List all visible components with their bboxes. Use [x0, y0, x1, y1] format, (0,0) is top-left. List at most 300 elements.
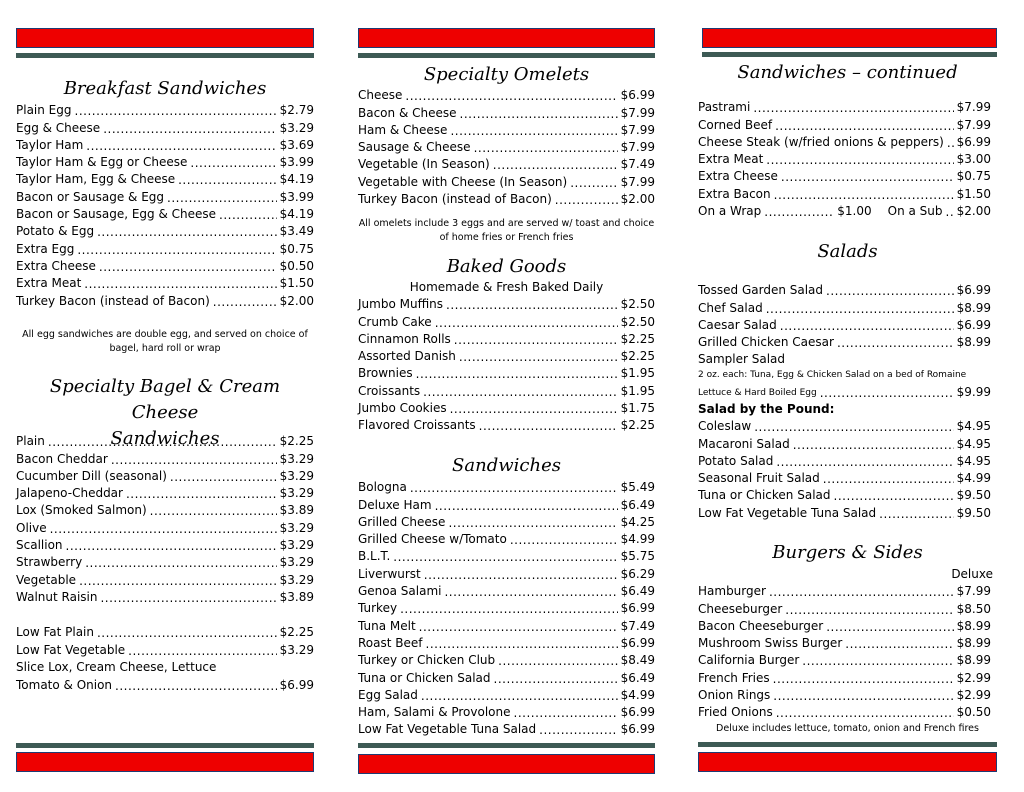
- menu-item: [358, 331, 655, 348]
- menu-item: [698, 669, 991, 686]
- dot-leader: [823, 472, 954, 487]
- dot-leader: [79, 574, 277, 589]
- item-price: $5.75: [620, 549, 655, 564]
- menu-item: [698, 635, 991, 652]
- dot-leader: [150, 504, 277, 519]
- item-name: Tuna Melt: [358, 618, 416, 633]
- item-name: Turkey Bacon (instead of Bacon): [16, 293, 210, 308]
- item-price: $4.19: [279, 172, 314, 187]
- item-price: $8.99: [956, 335, 991, 350]
- menu-item: [698, 99, 991, 116]
- item-name: Bacon or Sausage & Egg: [16, 189, 165, 204]
- dot-leader: [421, 689, 618, 704]
- burgers-note: Deluxe includes lettuce, tomato, onion and French fires: [716, 723, 979, 734]
- breakfast-note: All egg sandwiches are double egg, and served on choice of bagel, hard roll or wrap: [22, 329, 308, 354]
- item-name: Extra Egg: [16, 241, 75, 256]
- dot-leader: [753, 101, 953, 116]
- item-price: $8.99: [956, 618, 991, 633]
- sandwiches-title: Sandwiches: [452, 455, 561, 476]
- item-price: $6.99: [956, 317, 991, 332]
- item-name: Jumbo Cookies: [358, 401, 447, 416]
- item-price: $7.99: [620, 105, 655, 120]
- menu-item: [358, 104, 655, 121]
- menu-item: [698, 168, 991, 185]
- item-price: $0.50: [956, 705, 991, 720]
- dot-leader: [170, 470, 277, 485]
- menu-item: [16, 275, 314, 292]
- item-price: $5.49: [620, 480, 655, 495]
- item-name: Extra Cheese: [698, 169, 778, 184]
- item-price: $6.49: [620, 670, 655, 685]
- item-price: $4.99: [620, 532, 655, 547]
- item-price: $7.99: [620, 140, 655, 155]
- menu-item: [16, 206, 314, 223]
- menu-item: [16, 537, 314, 554]
- menu-item: [16, 519, 314, 536]
- dot-leader: [781, 170, 954, 185]
- item-price: $4.95: [956, 453, 991, 468]
- menu-item: [358, 514, 655, 531]
- item-name: Mushroom Swiss Burger: [698, 636, 843, 651]
- item-name: Caesar Salad: [698, 317, 777, 332]
- dot-leader: [48, 435, 277, 450]
- item-name: Potato & Egg: [16, 224, 95, 239]
- item-name: Croissants: [358, 383, 421, 398]
- item-price: $3.49: [279, 224, 314, 239]
- dot-leader: [802, 654, 953, 669]
- item-name: Strawberry: [16, 555, 83, 570]
- item-price: $3.69: [279, 137, 314, 152]
- item-price: $7.99: [956, 117, 991, 132]
- dot-leader: [947, 136, 954, 151]
- item-price: $8.99: [956, 300, 991, 315]
- item-name: Plain Egg: [16, 103, 72, 118]
- item-price: $6.29: [620, 566, 655, 581]
- dot-leader: [128, 644, 276, 659]
- item-price: $7.99: [620, 122, 655, 137]
- item-price: $3.89: [279, 503, 314, 518]
- menu-item: [698, 504, 991, 521]
- menu-column-2: [358, 0, 655, 792]
- item-price: $3.29: [279, 572, 314, 587]
- dot-leader: [785, 603, 953, 618]
- menu-item: [358, 139, 655, 156]
- item-name: Onion Rings: [698, 688, 771, 703]
- item-name: Vegetable with Cheese (In Season): [358, 174, 568, 189]
- item-name: Egg Salad: [358, 687, 418, 702]
- dot-leader: [103, 122, 276, 137]
- item-name: Egg & Cheese: [16, 120, 101, 135]
- omelets-list: [358, 87, 655, 208]
- item-name: Turkey Bacon (instead of Bacon): [358, 192, 552, 207]
- dot-leader: [879, 507, 953, 522]
- item-price: $6.99: [620, 722, 655, 737]
- item-name: Low Fat Plain: [16, 625, 94, 640]
- dot-leader: [435, 499, 618, 514]
- menu-item: [16, 485, 314, 502]
- dot-leader: [454, 333, 618, 348]
- dot-leader: [834, 489, 954, 504]
- item-price: $7.49: [620, 157, 655, 172]
- item-price: $0.75: [956, 169, 991, 184]
- item-name: Ham, Salami & Provolone: [358, 705, 511, 720]
- menu-item: [358, 122, 655, 139]
- menu-item: [358, 496, 655, 513]
- item-name: Seasonal Fruit Salad: [698, 471, 820, 486]
- item-price: $6.49: [620, 497, 655, 512]
- item-price: $2.50: [620, 297, 655, 312]
- item-name: Grilled Cheese: [358, 514, 446, 529]
- menu-item: [698, 134, 991, 151]
- omelets-title: Specialty Omelets: [423, 64, 590, 85]
- item-price: $2.25: [620, 418, 655, 433]
- item-name: Deluxe Ham: [358, 497, 432, 512]
- menu-item: [698, 583, 991, 600]
- menu-item: [358, 365, 655, 382]
- menu-item: [358, 417, 655, 434]
- item-price: $1.75: [620, 401, 655, 416]
- dot-leader: [435, 316, 618, 331]
- bottom-dark-bar: [698, 742, 997, 747]
- item-name: Crumb Cake: [358, 314, 432, 329]
- item-price: $3.29: [279, 486, 314, 501]
- menu-item: [16, 589, 314, 606]
- top-red-bar: [358, 28, 655, 48]
- menu-item: [358, 687, 655, 704]
- bottom-dark-bar: [358, 743, 655, 748]
- menu-item: [358, 173, 655, 190]
- menu-item: [698, 282, 991, 299]
- item-name: Hamburger: [698, 584, 766, 599]
- dot-leader: [450, 402, 618, 417]
- item-price: $2.00: [620, 192, 655, 207]
- dot-leader: [775, 119, 954, 134]
- item-price: $2.79: [279, 103, 314, 118]
- dot-leader: [493, 158, 618, 173]
- menu-item: [16, 240, 314, 257]
- dot-leader: [410, 481, 618, 496]
- menu-item: [358, 191, 655, 208]
- menu-item: Lettuce & Hard Boiled Egg ..... $9.99: [698, 383, 991, 400]
- menu-item: [16, 137, 314, 154]
- item-name: Flavored Croissants: [358, 418, 476, 433]
- menu-item: [698, 116, 991, 133]
- dot-leader: [424, 568, 618, 583]
- item-name: Taylor Ham: [16, 137, 84, 152]
- menu-item: [698, 435, 991, 452]
- menu-item: [698, 299, 991, 316]
- burgers-title: Burgers & Sides: [772, 542, 923, 563]
- dot-leader: [459, 350, 618, 365]
- menu-item: [698, 704, 991, 721]
- bottom-red-bar: [16, 752, 314, 772]
- item-name: Cheese: [358, 88, 403, 103]
- dot-leader: [85, 556, 276, 571]
- item-name: Walnut Raisin: [16, 589, 98, 604]
- bottom-red-bar: [698, 752, 997, 772]
- item-name: Grilled Cheese w/Tomato: [358, 532, 507, 547]
- menu-item: [16, 502, 314, 519]
- item-price: $4.95: [956, 419, 991, 434]
- item-name: Liverwurst: [358, 566, 421, 581]
- item-price: $8.50: [956, 601, 991, 616]
- dot-leader: [555, 193, 618, 208]
- item-name: French Fries: [698, 670, 770, 685]
- item-price: $7.99: [620, 174, 655, 189]
- item-price: $4.19: [279, 207, 314, 222]
- item-price: $4.25: [620, 514, 655, 529]
- item-name: Bologna: [358, 480, 407, 495]
- dot-leader: [426, 637, 618, 652]
- item-name: Vegetable (In Season): [358, 157, 490, 172]
- dot-leader: [99, 260, 277, 275]
- menu-item: [698, 470, 991, 487]
- lox-item: [16, 659, 314, 694]
- breakfast-list: [16, 102, 314, 310]
- item-name: Jalapeno-Cheddar: [16, 486, 123, 501]
- dot-leader: [776, 706, 954, 721]
- top-dark-bar: [702, 52, 997, 57]
- menu-item: [358, 565, 655, 582]
- item-price: $4.99: [620, 687, 655, 702]
- dot-leader: [126, 487, 277, 502]
- item-name: Tuna or Chicken Salad: [698, 488, 831, 503]
- item-price: $2.50: [620, 314, 655, 329]
- sandwiches-continued-list: [698, 99, 991, 203]
- item-name: Taylor Ham, Egg & Cheese: [16, 172, 176, 187]
- sandwiches-list: [358, 479, 655, 738]
- item-price: $1.50: [279, 276, 314, 291]
- menu-item: [16, 292, 314, 309]
- salads-list: [698, 282, 991, 351]
- item-price: $6.99: [620, 88, 655, 103]
- item-price: $7.99: [956, 584, 991, 599]
- dot-leader: [773, 672, 954, 687]
- item-name: Turkey: [358, 601, 398, 616]
- dot-leader: [111, 453, 277, 468]
- item-price: $9.50: [956, 488, 991, 503]
- item-name: Pastrami: [698, 100, 751, 115]
- menu-item: [16, 433, 314, 450]
- item-name: Vegetable: [16, 572, 77, 587]
- dot-leader: [416, 367, 618, 382]
- item-price: $1.50: [956, 186, 991, 201]
- item-price: $6.99: [956, 283, 991, 298]
- menu-item: [698, 317, 991, 334]
- dot-leader: [494, 672, 618, 687]
- item-price: $0.75: [279, 241, 314, 256]
- dot-leader: [97, 225, 277, 240]
- menu-item: [358, 382, 655, 399]
- menu-item: [358, 548, 655, 565]
- dot-leader: [86, 139, 276, 154]
- item-price: $8.99: [956, 636, 991, 651]
- menu-item: [698, 618, 991, 635]
- item-price: $3.29: [279, 538, 314, 553]
- dot-leader: [826, 620, 953, 635]
- dot-leader: [444, 585, 617, 600]
- menu-item: Tomato & Onion ..... $6.99: [16, 676, 314, 693]
- item-name: Extra Bacon: [698, 186, 771, 201]
- item-price: $2.99: [956, 688, 991, 703]
- bottom-dark-bar: [16, 743, 314, 748]
- dot-leader: [793, 438, 954, 453]
- dot-leader: [190, 156, 276, 171]
- item-name: Grilled Chicken Caesar: [698, 335, 834, 350]
- deluxe-label: Deluxe: [951, 567, 993, 581]
- dot-leader: [419, 620, 618, 635]
- menu-item: [358, 721, 655, 738]
- menu-item: [358, 652, 655, 669]
- top-red-bar: [16, 28, 314, 48]
- item-name: Cucumber Dill (seasonal): [16, 468, 167, 483]
- dot-leader: [75, 104, 277, 119]
- sandwiches-continued-title: Sandwiches – continued: [737, 62, 958, 83]
- dot-leader: [570, 176, 617, 191]
- item-name: Chef Salad: [698, 300, 763, 315]
- menu-item: [698, 652, 991, 669]
- item-name: Corned Beef: [698, 117, 773, 132]
- menu-item: [16, 554, 314, 571]
- menu-item: [358, 156, 655, 173]
- omelets-note: All omelets include 3 eggs and are served w/ toast and choice of home fries or French fries: [358, 218, 655, 243]
- baked-list: [358, 296, 655, 434]
- dot-leader: [498, 654, 618, 669]
- menu-item: [358, 400, 655, 417]
- top-dark-bar: [16, 53, 314, 58]
- item-name: Low Fat Vegetable: [16, 642, 126, 657]
- menu-item: [358, 600, 655, 617]
- bagel-list: [16, 433, 314, 606]
- menu-item: [16, 223, 314, 240]
- menu-item: [358, 479, 655, 496]
- item-name: Sausage & Cheese: [358, 140, 471, 155]
- menu-item: [358, 635, 655, 652]
- dot-leader: [84, 277, 276, 292]
- item-name: Cheeseburger: [698, 601, 783, 616]
- item-price: $4.99: [956, 471, 991, 486]
- item-name: Turkey or Chicken Club: [358, 653, 496, 668]
- item-price: $9.50: [956, 505, 991, 520]
- item-price: $4.95: [956, 436, 991, 451]
- menu-item: [698, 487, 991, 504]
- menu-item: [16, 188, 314, 205]
- menu-item: [358, 617, 655, 634]
- dot-leader: [448, 516, 617, 531]
- item-name: Ham & Cheese: [358, 122, 448, 137]
- dot-leader: [754, 420, 953, 435]
- item-price: $8.49: [620, 653, 655, 668]
- item-price: $7.49: [620, 618, 655, 633]
- item-price: $2.25: [279, 625, 314, 640]
- menu-item: [16, 154, 314, 171]
- dot-leader: [219, 208, 277, 223]
- dot-leader: [400, 602, 618, 617]
- item-price: $3.29: [279, 520, 314, 535]
- menu-item: [16, 468, 314, 485]
- item-name: Low Fat Vegetable Tuna Salad: [358, 722, 537, 737]
- menu-item: [698, 185, 991, 202]
- item-name: Plain: [16, 434, 45, 449]
- item-name: Tossed Garden Salad: [698, 283, 824, 298]
- item-name: Bacon Cheeseburger: [698, 618, 824, 633]
- item-name: Extra Cheese: [16, 258, 96, 273]
- top-dark-bar: [358, 53, 655, 58]
- baked-subtitle: Homemade & Fresh Baked Daily: [409, 280, 604, 294]
- menu-item: [16, 450, 314, 467]
- item-name: Coleslaw: [698, 419, 752, 434]
- item-name: Lox (Smoked Salmon): [16, 503, 147, 518]
- dot-leader: [77, 243, 276, 258]
- dot-leader: [100, 591, 276, 606]
- dot-leader: [213, 295, 277, 310]
- dot-leader: [460, 107, 618, 122]
- item-name: Bacon or Sausage, Egg & Cheese: [16, 207, 217, 222]
- dot-leader: [167, 191, 277, 206]
- item-price: $2.00: [279, 293, 314, 308]
- dot-leader: [66, 539, 277, 554]
- sampler-salad: Sampler Salad 2 oz. each: Tuna, Egg & Chicken Salad on a bed of Romaine Lettuce & Hard Boiled Egg ..... $9.99 Salad by the Pound:: [698, 351, 991, 418]
- menu-item: [16, 641, 314, 658]
- item-name: Bacon Cheddar: [16, 451, 108, 466]
- item-name: Fried Onions: [698, 705, 773, 720]
- item-name: Bacon & Cheese: [358, 105, 457, 120]
- wrap-sub-row: On a Wrap ..... $1.00 On a Sub ..... $2.00: [698, 203, 991, 220]
- dot-leader: [774, 188, 954, 203]
- item-name: Brownies: [358, 366, 413, 381]
- menu-column-1: [16, 0, 314, 792]
- dot-leader: [393, 550, 617, 565]
- item-price: $3.00: [956, 152, 991, 167]
- dot-leader: [474, 141, 618, 156]
- menu-item: [698, 151, 991, 168]
- dot-leader: [837, 336, 954, 351]
- menu-item: [358, 313, 655, 330]
- menu-item: [358, 531, 655, 548]
- item-price: $3.99: [279, 189, 314, 204]
- item-name: Cheese Steak (w/fried onions & peppers): [698, 134, 944, 149]
- item-name: California Burger: [698, 653, 800, 668]
- dot-leader: [766, 302, 954, 317]
- item-price: $1.95: [620, 383, 655, 398]
- menu-item: [698, 453, 991, 470]
- item-price: $3.89: [279, 589, 314, 604]
- dot-leader: [479, 419, 618, 434]
- item-price: $1.95: [620, 366, 655, 381]
- item-price: $0.50: [279, 258, 314, 273]
- menu-item: [16, 571, 314, 588]
- menu-item: [698, 334, 991, 351]
- salad-by-pound-list: [698, 418, 991, 522]
- dot-leader: [769, 585, 954, 600]
- item-name: Jumbo Muffins: [358, 297, 444, 312]
- top-red-bar: [702, 28, 997, 48]
- menu-item: [698, 600, 991, 617]
- dot-leader: [510, 533, 618, 548]
- item-price: $3.29: [279, 451, 314, 466]
- item-price: $2.25: [620, 331, 655, 346]
- menu-item: [358, 704, 655, 721]
- menu-item: [16, 119, 314, 136]
- item-name: Tuna or Chicken Salad: [358, 670, 491, 685]
- dot-leader: [423, 385, 617, 400]
- bagel-lowfat-list: [16, 624, 314, 659]
- item-name: Extra Meat: [698, 152, 764, 167]
- item-price: $6.99: [620, 601, 655, 616]
- item-price: $2.25: [279, 434, 314, 449]
- item-name: Genoa Salami: [358, 584, 442, 599]
- item-price: $7.99: [956, 100, 991, 115]
